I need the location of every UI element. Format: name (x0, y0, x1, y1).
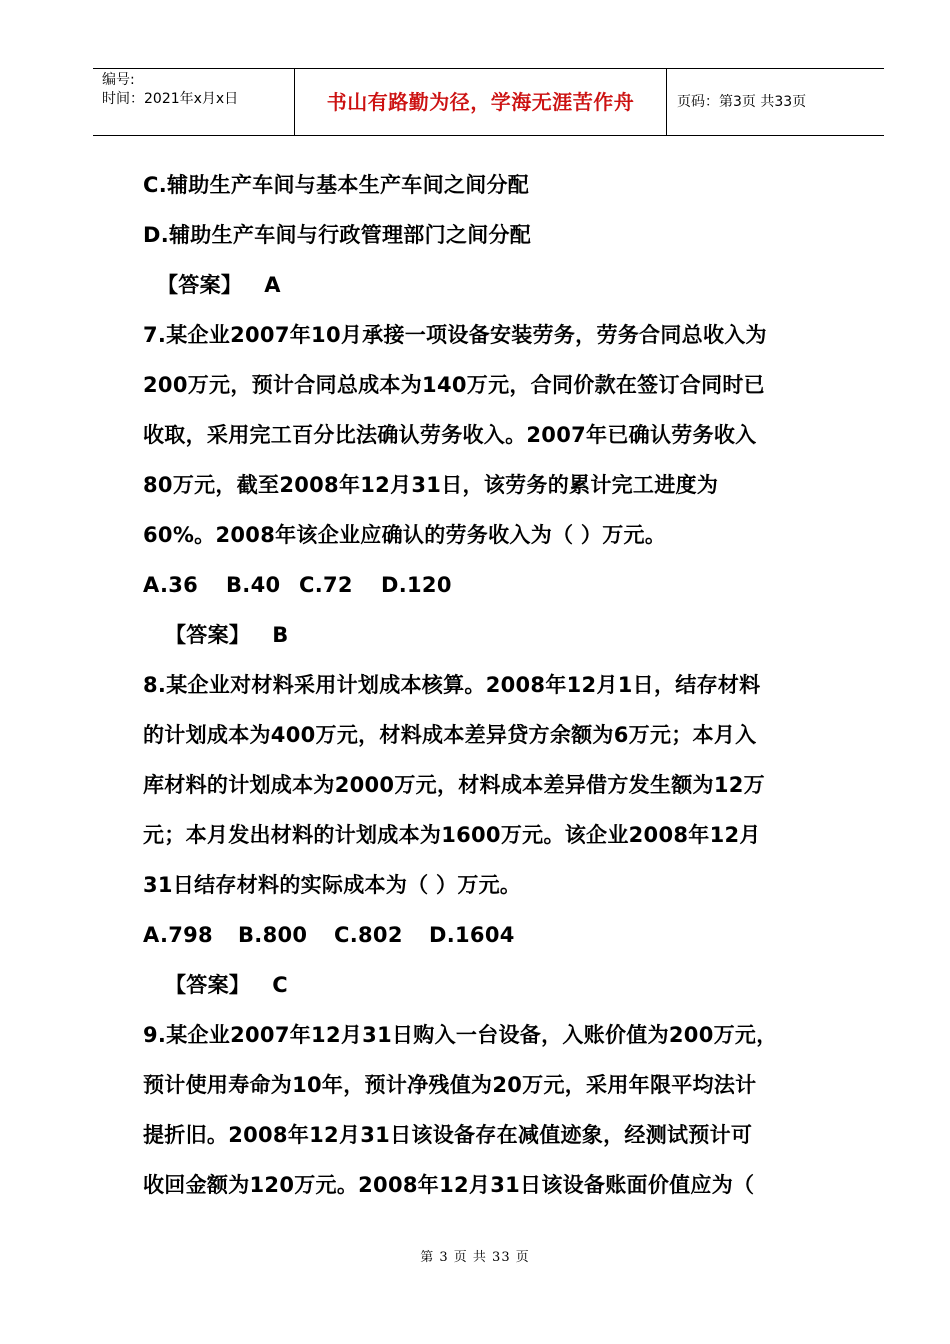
answer-label: 【答案】 (165, 973, 251, 997)
answer-label: 【答案】 (157, 273, 243, 297)
answer-value: A (264, 273, 281, 297)
question-8-line: 的计划成本为400万元，材料成本差异贷方余额为6万元；本月入 (143, 723, 757, 747)
question-9-line: 预计使用寿命为10年，预计净残值为20万元，采用年限平均法计 (143, 1073, 757, 1097)
document-number-label: 编号: (102, 72, 135, 88)
question-7-line: 60%。2008年该企业应确认的劳务收入为（ ）万元。 (143, 523, 667, 547)
question-8-options (143, 910, 843, 960)
document-time-label: 时间：2021年x月x日 (102, 91, 239, 107)
question-9-line: 收回金额为120万元。2008年12月31日该设备账面价值应为（ (143, 1173, 755, 1197)
page-header (93, 68, 884, 136)
question-8-line: 元；本月发出材料的计划成本为1600万元。该企业2008年12月 (143, 823, 761, 847)
question-7-options (143, 560, 843, 610)
answer-label: 【答案】 (165, 623, 251, 647)
option-line: D.辅助生产车间与行政管理部门之间分配 (143, 223, 532, 247)
question-8-line: 31日结存材料的实际成本为（ ）万元。 (143, 873, 522, 897)
question-9-line: 提折旧。2008年12月31日该设备存在减值迹象，经测试预计可 (143, 1123, 753, 1147)
option-line: C.辅助生产车间与基本生产车间之间分配 (143, 173, 530, 197)
option-b: B.40 (226, 573, 281, 597)
option-d: D.1604 (429, 923, 515, 947)
answer-line (143, 610, 843, 660)
header-page-info: 页码：第3页 共33页 (677, 94, 807, 110)
option-a: A.36 (143, 573, 199, 597)
option-d: D.120 (381, 573, 452, 597)
header-meta (93, 69, 294, 135)
question-8-line: 8.某企业对材料采用计划成本核算。2008年12月1日，结存材料 (143, 673, 761, 697)
question-7-line: 80万元，截至2008年12月31日，该劳务的累计完工进度为 (143, 473, 719, 497)
option-b: B.800 (238, 923, 308, 947)
page-footer: 第 3 页 共 33 页 (420, 1250, 530, 1265)
option-a: A.798 (143, 923, 213, 947)
option-c: C.802 (334, 923, 403, 947)
header-motto: 书山有路勤为径，学海无涯苦作舟 (294, 69, 667, 135)
answer-value: B (272, 623, 289, 647)
document-body (143, 160, 843, 1210)
answer-line (143, 260, 843, 310)
answer-line (143, 960, 843, 1010)
answer-value: C (272, 973, 288, 997)
question-7-line: 收取，采用完工百分比法确认劳务收入。2007年已确认劳务收入 (143, 423, 757, 447)
question-7-line: 7.某企业2007年10月承接一项设备安装劳务，劳务合同总收入为 (143, 323, 767, 347)
option-c: C.72 (299, 573, 353, 597)
question-8-line: 库材料的计划成本为2000万元，材料成本差异借方发生额为12万 (143, 773, 765, 797)
question-7-line: 200万元，预计合同总成本为140万元，合同价款在签订合同时已 (143, 373, 765, 397)
question-9-line: 9.某企业2007年12月31日购入一台设备，入账价值为200万元， (143, 1023, 778, 1047)
